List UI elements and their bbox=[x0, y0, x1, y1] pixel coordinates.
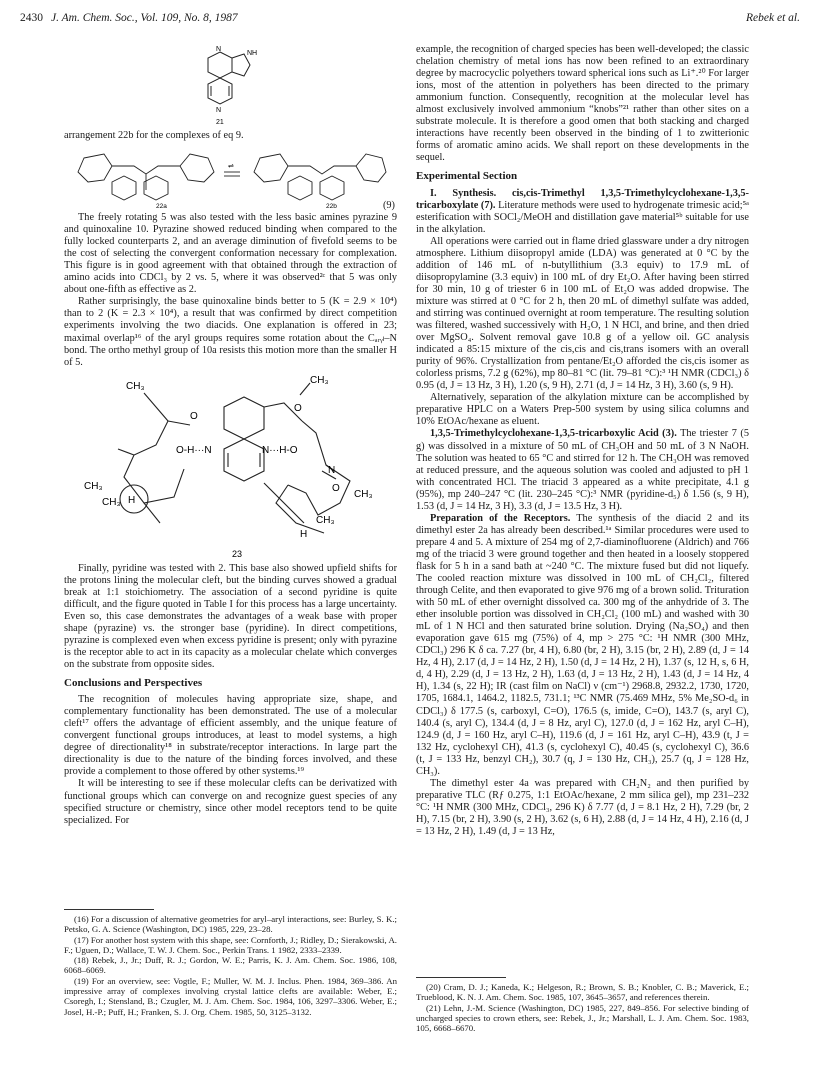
intro-line: arrangement 22b for the complexes of eq 9. bbox=[64, 130, 244, 141]
journal-name: J. Am. Chem. Soc., Vol. 109, No. 8, 1987 bbox=[51, 12, 238, 24]
paragraph bbox=[416, 513, 749, 778]
paragraph: All operations were carried out in flame dried glassware under a dry nitrogen atmosphere. Lithium diisopropyl amide (LDA) was generated at 0 °C by the addition of 146 mL of n-butyllithium (3.3 equiv) to 17.9 mL of diisopropylamine (3.3 equiv) in 100 mL of dry Et₂O. After having been stirred for 30 min, 10 g of triester 6 in 100 mL of Et₂O was added dropwise. The mixture was stirred at 0 °C for 2 h, then 20 mL of dimethyl sulfate was added, and stirring was continued overnight at room temperature. The resulting solution was filtered, washed successively with H₂O, 1 N HCl, and brine, and then dried over MgSO₄. Solvent removal gave 10.8 g of a yellow oil. GC analysis indicated a 85:15 mixture of the cis,cis and cis,trans isomers with an overall purity of 96%. Crystallization from pentane/Et₂O afforded the cis,cis isomer as colorless prisms, 7.2 g (62%), mp 80–81 °C (lit. 79–81 °C):³ ¹H NMR (CDCl₃) δ 0.95 (d, J = 13 Hz, 3 H), 1.20 (s, 9 H), 2.71 (d, J = 14 Hz, 3 H), 3.60 (s, 9 H). bbox=[416, 235, 749, 392]
paragraph bbox=[416, 188, 749, 236]
footnote: (18) Rebek, J., Jr.; Duff, R. J.; Gordon, W. E.; Parris, K. J. Am. Chem. Soc. 1986, 108, 6068–6069. bbox=[64, 955, 397, 976]
structure-23-drawing bbox=[64, 373, 397, 563]
right-column bbox=[416, 44, 749, 838]
methyl-label: CH₃ bbox=[84, 480, 103, 492]
equation-number: (9) bbox=[382, 200, 395, 211]
section-heading: Conclusions and Perspectives bbox=[64, 677, 203, 690]
left-column bbox=[64, 44, 397, 827]
equilibrium-arrows: ⇌ bbox=[228, 162, 234, 171]
subsection-title: I. Synthesis. cis,cis-Trimethyl 1,3,5-Trimethylcyclohexane-1,3,5-tricarboxylate (7). bbox=[416, 187, 749, 211]
footnote: (20) Cram, D. J.; Kaneda, K.; Helgeson, R.; Brown, S. B.; Knobler, C. B.; Maverick, E.; Trueblood, K. N. J. Am. Chem. Soc. 1985, 107, 3645–3657, and references therein. bbox=[416, 982, 749, 1003]
hydrogen-bond-nh-label: N···H-O bbox=[262, 444, 298, 456]
oxygen-label: O bbox=[294, 402, 302, 414]
footnotes-left bbox=[64, 909, 397, 1017]
subsection-title: Preparation of the Receptors. bbox=[430, 512, 571, 524]
atom-n-bottom-label: N bbox=[216, 107, 222, 114]
paragraph: Alternatively, separation of the alkylation mixture can be accomplished by preparative HPLC on a Waters Prep-500 system by using silica columns and 10% EtOAc/hexane as eluent. bbox=[416, 392, 749, 428]
equation-9-drawing bbox=[64, 146, 397, 212]
compound-label-21: 21 bbox=[216, 119, 224, 126]
methyl-label: CH₃ bbox=[310, 374, 329, 386]
footnotes-right bbox=[416, 977, 749, 1033]
paragraph-text: The triester 7 (5 g) was dissolved in a mixture of 50 mL of CH₃OH and 50 mL of 3 N NaOH. The solution was heated to 65 °C and stirred for 12 h. The CH₃OH was removed at reduced pressure, and the aqueous solution was cooled and adjusted to pH 1 with concentrated HCl. The triacid 3 appeared as a white precipitate, 4.1 g (95%), mp 240–247 °C (lit. 230–245 °C):³ NMR (pyridine-d₅) δ 1.56 (s, 9 H), 1.53 (d, J = 14 Hz, 3 H), 3.3 (d, J = 13.5 Hz, 3 H). bbox=[416, 428, 749, 512]
paragraph: Finally, pyridine was tested with 2. This base also showed upfield shifts for the protons lining the molecular cleft, but the binding curves showed a gradual break at 1:1 stoichiometry. The association of a second pyridine is quite difficult, and the figure quoted in Table I for this process has a large uncertainty. Even so, this case demonstrates the advantages of a weak base with proper shape (pyrazine) vs. the stronger base (pyridine). In direct competitions, pyrazine is complexed even when excess pyridine is present; only with pyrazine is the receptor able to act in its capacity as a molecular chelate which converges on the substrate from opposite sides. bbox=[64, 562, 397, 671]
paragraph: Rather surprisingly, the base quinoxaline binds better to 5 (K = 2.9 × 10⁴) than to 2 (K = 2.3 × 10⁴), a result that was confirmed by direct competition experiments involving the two diacids. One explanation is offered in 23; maximal overlap¹⁶ of the aryl groups requires some rotation about the Cₐᵣᵧₗ–N bond. The ortho methyl group of 10a resists this motion more than the smaller H of 5. bbox=[64, 296, 397, 368]
nitrogen-label: N bbox=[328, 464, 336, 476]
hydrogen-label: H bbox=[300, 528, 308, 540]
structure-23 bbox=[64, 373, 397, 563]
footnote-rule bbox=[64, 909, 154, 910]
paragraph: The dimethyl ester 4a was prepared with CH₂N₂ and then purified by preparative TLC (Rƒ 0.275, 1:1 EtOAc/hexane, 2 mm silica gel), mp 231–232 °C: ¹H NMR (300 MHz, CDCl₃, 296 K) δ 7.77 (d, J = 8.1 Hz, 2 H), 7.29 (br, 2 H), 7.15 (br, 2 H), 3.90 (s, 2 H), 3.62 (s, 6 H), 2.88 (d, J = 14 Hz, 4 H), 2.16 (d, J = 13 Hz, 2 H), 1.49 (d, J = 13 Hz, bbox=[416, 777, 749, 837]
hydrogen-label: H bbox=[128, 494, 136, 506]
author-line: Rebek et al. bbox=[746, 12, 800, 24]
methyl-label: CH₃ bbox=[126, 380, 145, 392]
paragraph-text: Literature methods were used to hydrogenate trimesic acid;⁵ᵃ esterification with SOCl₂/MeOH and distillation gave material⁵ᵇ suitable for use in the alkylation. bbox=[416, 199, 749, 235]
methyl-label: CH₃ bbox=[102, 496, 121, 508]
paragraph bbox=[416, 428, 749, 512]
compound-label-22a: 22a bbox=[156, 203, 167, 211]
hydrogen-bond-oh-label: O-H···N bbox=[176, 444, 212, 456]
methyl-label: CH₃ bbox=[316, 514, 335, 526]
paragraph: example, the recognition of charged species has been well-developed; the classic chelation chemistry of metal ions has now been refined to an extraordinary degree by macrocyclic polyethers toward spherical ions such as Li⁺.²⁰ For larger ions, most of the attention in polyethers has been directed to the primary ammonium function. Consequently, recognition at the molecular level has almost exclusively involved ammonium “knobs”²¹ rather than other sites on a substrate molecule. It is therefore a good omen that both stacking and charged interactions have recently been observed in the binding of 1 to zwitterionic forms of aromatic amino acids. We shall report on these developments in the sequel. bbox=[416, 44, 749, 164]
footnote: (21) Lehn, J.-M. Science (Washington, DC) 1985, 227, 849–856. For selective binding of uncharged species to crown ethers, see: Rebek, J., Jr.; Marshall, L. J. Am. Chem. Soc. 1983, 105, 6668–6670. bbox=[416, 1002, 749, 1034]
methyl-label: CH₃ bbox=[354, 488, 373, 500]
oxygen-label: O bbox=[332, 482, 340, 494]
atom-n-label: N bbox=[216, 46, 222, 53]
section-heading: Experimental Section bbox=[416, 170, 518, 183]
journal-citation bbox=[20, 12, 238, 24]
footnote: (19) For an overview, see: Vogtle, F.; Muller, W. M. J. Inclus. Phen. 1984, 369–386. An impressive array of complexes involving crystal lattice clefts are available: Weber, E.; Csoregh, I.; Stensland, B.; Czugler, M. J. Am. Chem. Soc. 1984, 106, 3297–3306. Weber, E.; Josel, H.-P.; Puff, H.; Franken, S. J. Org. Chem. 1985, 50, 3125–3132. bbox=[64, 975, 397, 1017]
paragraph-text: The synthesis of the diacid 2 and its dimethyl ester 2a has already been described.¹ᵃ Similar procedures were used to prepare 4 and 5. A mixture of 254 mg of 2,7-diaminofluorene (Aldrich) and 766 mg of the triacid 3 were ground together and then heated in a loosely stoppered flask for 5 h in a sand bath at ~240 °C. The mixture fused but did not liquefy. The cooled reaction mixture was dissolved in 100 mL of CH₂Cl₂, filtered through Celite, and then evaporated to give 976 mg of a brown solid. Trituration with 50 mL of ether overnight dissolved ca. 300 mg of the anhydride of 3. The ether insoluble portion was dissolved in CH₂Cl₂ (100 mL) and washed with 30 mL of 1 N HCl and then saturated brine solution. Drying (Na₂SO₄) and then evaporation gave 615 mg (75%) of 4, mp > 275 °C: ¹H NMR (300 MHz, CDCl₃) 296 K δ ca. 7.27 (br, 4 H), 6.80 (br, 2 H), 3.15 (br, 2 H), 2.89 (d, J = 14 Hz, 4 H), 2.17 (d, J = 14 Hz, 2 H), 1.50 (d, J = 14 Hz, 2 H), 1.37 (s, 12 H, s, 6 H, d, 4 H), 2.29 (d, J = 13 Hz, 2 H), 1.63 (d, J = 13 Hz, 2 H), 1.43 (d, J = 14 Hz, 4 H), 1.34 (s, 22 H); IR (cast film on NaCl) ν (cm⁻¹) 2968.8, 2932.2, 1730, 1720, 1705, 1684.1, 1464.2, 1182.5, 731.1; ¹³C NMR (75.469 MHz, 5% Me₂SO-d₆ in CDCl₃) δ 177.5 (s, carboxyl, C=O), 176.5 (s, imide, C=O), 143.7 (s, aryl C), 140.4 (s, aryl C), 134.4 (d, J = 8 Hz, aryl C), 127.0 (d, J = 162 Hz, aryl C–H), 124.9 (d, J = 160 Hz, aryl C–H), 119.6 (d, J = 161 Hz, aryl C–H), 43.9 (t, J = 132 Hz, cyclohexyl CH), 41.3 (s, cyclohexyl C), 40.45 (s, cyclohexyl C), 36.6 (t, J = 133 Hz, benzyl CH₂), 30.7 (q, J = 130 Hz, CH₃), 25.7 (q, J = 128 Hz, CH₃). bbox=[416, 512, 749, 777]
structure-21 bbox=[64, 44, 397, 130]
equation-9 bbox=[64, 146, 397, 212]
page-number: 2430 bbox=[20, 12, 43, 24]
footnote-rule bbox=[416, 977, 506, 978]
atom-nh-label: NH bbox=[247, 50, 258, 57]
subsection-title: 1,3,5-Trimethylcyclohexane-1,3,5-tricarboxylic Acid (3). bbox=[430, 428, 677, 440]
paragraph: The recognition of molecules having appropriate size, shape, and complementary functionality has been demonstrated. The use of a molecular cleft¹⁷ offers the advantage of efficient assembly, and the unique feature of convergent functional groups introduces, at least to model systems, a high degree of directionality¹⁸ in substrate/receptor interactions. In large part the directionality is due to the nature of the binding forces involved, and these provide a complement to those offered by other systems.¹⁹ bbox=[64, 694, 397, 778]
paragraph: The freely rotating 5 was also tested with the less basic amines pyrazine 9 and quinoxaline 10. Pyrazine showed reduced binding when compared to the fully locked counterparts 2, and an average diminution of fivefold seems to be the cost of selecting the convergent conformation necessary for complexation. This figure is in good agreement with that obtained through the extraction of amino acids into CDCl₃ by 2 vs. 5, where it was observed²ᶜ that 5 was only about one-fifth as effective as 2. bbox=[64, 212, 397, 296]
compound-label-23: 23 bbox=[232, 548, 243, 559]
oxygen-label: O bbox=[190, 410, 198, 422]
structure-21-drawing bbox=[64, 44, 397, 130]
compound-label-22b: 22b bbox=[326, 203, 337, 211]
footnote: (16) For a discussion of alternative geometries for aryl–aryl interactions, see: Burley, S. K.; Petsko, G. A. Science (Washington, DC) 1985, 229, 23–28. bbox=[64, 914, 397, 935]
footnote: (17) For another host system with this shape, see: Cornforth, J.; Ridley, D.; Sierakowski, A. F.; Uguen, D.; Wallace, T. W. J. Chem. Soc., Perkin Trans. 1 1982, 2333–2339. bbox=[64, 934, 397, 955]
running-header bbox=[20, 12, 800, 32]
paragraph: It will be interesting to see if these molecular clefts can be derivatized with functional groups which can converge on and recognize guest species of any specified structure or chemistry, since other model receptors tend to be quite specialized. For bbox=[64, 778, 397, 826]
